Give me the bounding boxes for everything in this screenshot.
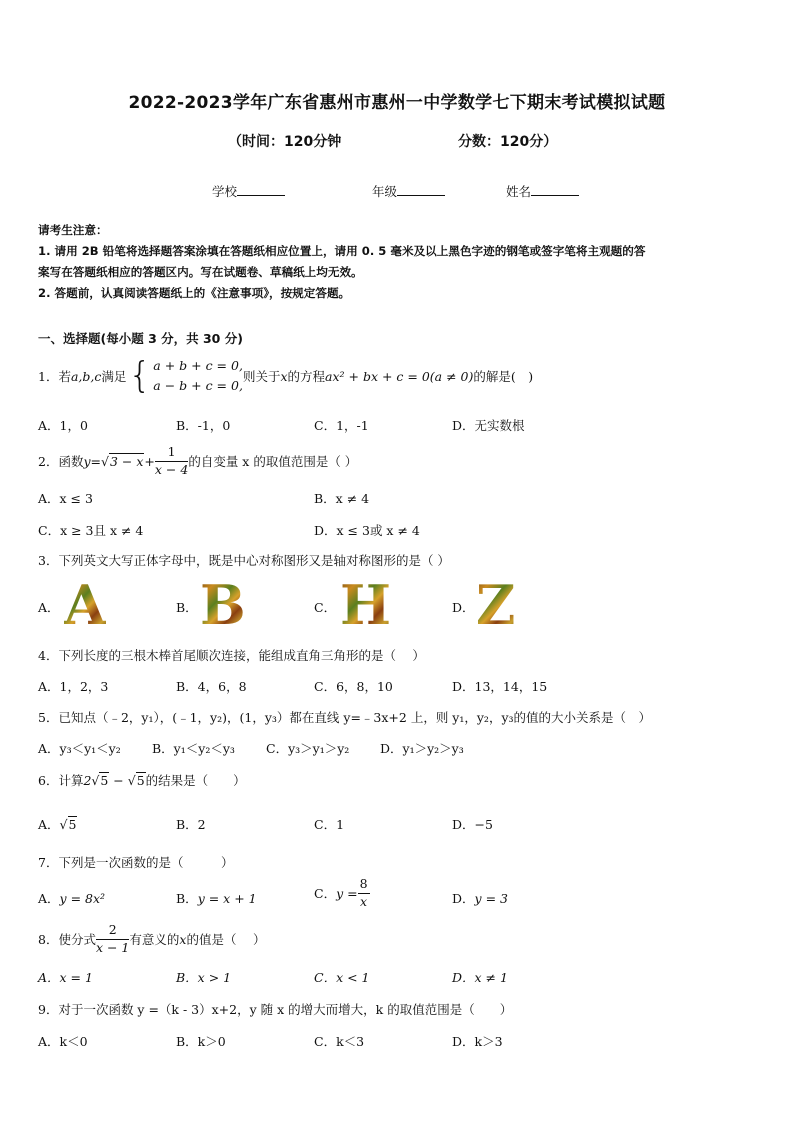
q8-prefix: 8．使分式	[38, 932, 96, 947]
q2-fraction	[155, 446, 188, 476]
q5-option-d: D．y₁＞y₂＞y₃	[380, 741, 464, 756]
q3-option-c-label: C．	[314, 600, 337, 615]
q1-text-1: 则关于	[242, 369, 281, 384]
q2-prefix: 2．函数	[38, 454, 84, 469]
q7-option-b-expr: y = x + 1	[197, 891, 257, 906]
q8-num: 2	[96, 924, 129, 940]
q3-letter-b-image: B	[200, 573, 246, 637]
name-field	[506, 182, 579, 200]
q8-option-b: B．x > 1	[176, 970, 232, 985]
q5-option-c: C．y₃＞y₁＞y₂	[266, 741, 350, 756]
q5-option-b: B．y₁＜y₂＜y₃	[152, 741, 235, 756]
q7-option-d-expr: y = 3	[474, 891, 508, 906]
q2-option-b: B．x ≠ 4	[314, 491, 370, 506]
q2-option-a: A．x ≤ 3	[38, 491, 93, 506]
q2-option-d: D．x ≤ 3或 x ≠ 4	[314, 523, 420, 538]
q8-x: x	[179, 931, 187, 947]
notice-heading: 请考生注意：	[38, 223, 108, 237]
notice-line-2: 2. 答题前，认真阅读答题纸上的《注意事项》，按规定答题。	[38, 286, 351, 300]
notice-line-1b: 案写在答题纸相应的答题区内。写在试题卷、草稿纸上均无效。	[38, 265, 363, 279]
q2-num: 1	[155, 446, 188, 462]
q7-option-d	[452, 889, 508, 907]
exam-time: （时间：120分钟	[228, 134, 342, 150]
q2-sqrt: 3 − x	[109, 453, 144, 469]
q7-option-c-num: 8	[358, 878, 370, 894]
q7-option-d-label: D．	[452, 891, 475, 906]
school-blank	[237, 183, 285, 196]
q1-brace: {	[128, 355, 152, 396]
q7-option-c-fraction	[358, 878, 370, 908]
q6-minus: −	[109, 773, 128, 788]
grade-label: 年级	[372, 184, 398, 199]
q7-option-a-expr: y = 8x²	[59, 891, 106, 906]
q3-letter-h-image: H	[340, 573, 392, 637]
question-1	[38, 356, 533, 396]
notice-block	[38, 220, 760, 304]
q9-option-c: C．k＜3	[314, 1034, 365, 1049]
q1-text-2: 的方程	[287, 369, 326, 384]
q6-option-b: B．2	[176, 817, 206, 832]
q8-den: x − 1	[95, 939, 130, 955]
q1-x: x	[280, 368, 288, 384]
q1-option-a: A．1，0	[38, 418, 88, 433]
q1-equation: ax² + bx + c = 0(a ≠ 0)	[325, 368, 474, 384]
q6-option-c: C．1	[314, 817, 345, 832]
q2-option-c: C．x ≥ 3且 x ≠ 4	[38, 523, 144, 538]
q1-option-d: D．无实数根	[452, 418, 525, 433]
section-heading: 一、选择题(每小题 3 分，共 30 分)	[38, 331, 243, 346]
q9-option-a: A．k＜0	[38, 1034, 88, 1049]
question-7: 7．下列是一次函数的是（ ）	[38, 855, 234, 870]
q8-text-1: 有意义的	[129, 932, 180, 947]
q6-coef: 2	[83, 773, 92, 788]
grade-blank	[397, 183, 445, 196]
q7-option-c-den: x	[360, 893, 368, 909]
question-5: 5．已知点（﹣2，y₁），(﹣1，y₂)，(1，y₃）都在直线 y=﹣3x+2 上，则 y₁，y₂，y₃的值的大小关系是（ ）	[38, 710, 652, 725]
q1-eq2: a − b + c = 0,	[153, 378, 243, 393]
q4-option-c: C．6，8，10	[314, 679, 393, 694]
q6-option-a-sqrt: 5	[68, 817, 77, 832]
q7-option-b-label: B．	[176, 891, 198, 906]
q7-option-c-label: C．	[314, 886, 337, 901]
school-label: 学校	[212, 184, 238, 199]
q2-equals: =	[90, 453, 101, 469]
q3-option-d-label: D．	[452, 600, 475, 615]
exam-score: 分数：120分）	[458, 134, 558, 150]
q1-vars: a,b,c	[70, 368, 102, 384]
q1-prefix: 1．若	[38, 369, 71, 384]
q1-text-3: 的解是( )	[473, 369, 534, 384]
q6-text: 的结果是（ ）	[145, 773, 246, 788]
q4-option-a: A．1，2，3	[38, 679, 109, 694]
question-3: 3．下列英文大写正体字母中，既是中心对称图形又是轴对称图形的是（ ）	[38, 553, 450, 568]
name-blank	[531, 183, 579, 196]
q8-option-d: D．x ≠ 1	[452, 970, 508, 985]
q4-option-d: D．13，14，15	[452, 679, 548, 694]
q3-letter-a-image: A	[64, 573, 106, 637]
q1-mid: 满足	[101, 369, 127, 384]
q6-option-a: A．√5	[38, 817, 77, 832]
q7-option-a-label: A．	[38, 891, 60, 906]
q7-option-c	[314, 878, 370, 908]
q6-sqrt-2: 5	[136, 773, 145, 788]
q9-option-d: D．k＞3	[452, 1034, 503, 1049]
school-field	[212, 182, 285, 200]
q8-option-a: A．x = 1	[38, 970, 93, 985]
q2-den: x − 4	[154, 461, 189, 477]
q6-option-a-label: A．	[38, 817, 60, 832]
q4-option-b: B．4，6，8	[176, 679, 247, 694]
q5-option-a: A．y₃＜y₁＜y₂	[38, 741, 121, 756]
q9-option-b: B．k＞0	[176, 1034, 226, 1049]
q1-eq1: a + b + c = 0,	[153, 358, 243, 373]
name-label: 姓名	[506, 184, 532, 199]
question-6: 6．计算2√5 − √5的结果是（ ）	[38, 773, 246, 788]
q3-option-a-label: A．	[38, 600, 60, 615]
q1-system	[153, 356, 243, 396]
notice-line-1a: 1. 请用 2B 铅笔将选择题答案涂填在答题纸相应位置上，请用 0. 5 毫米及以上黑色字迹的钢笔或签字笔将主观题的答	[38, 244, 646, 258]
q7-option-b	[176, 889, 257, 907]
q7-option-a	[38, 889, 105, 907]
question-9: 9．对于一次函数 y =（k - 3）x+2，y 随 x 的增大而增大，k 的取值范围是（ ）	[38, 1002, 513, 1017]
q2-y: y	[83, 453, 91, 469]
q3-option-b-label: B．	[176, 600, 198, 615]
q1-option-b: B．-1，0	[176, 418, 231, 433]
page-title: 2022-2023学年广东省惠州市惠州一中学数学七下期末考试模拟试题	[128, 93, 666, 113]
question-2: 2．函数 y = √3 − x + $\frac{1}{x - 4}$ 的自变量 x 的取值范围是（ ）	[38, 444, 358, 477]
q6-prefix: 6．计算	[38, 773, 84, 788]
q8-option-c: C．x < 1	[314, 970, 370, 985]
q8-text-2: 的值是（ ）	[186, 932, 266, 947]
q6-sqrt-1: 5	[100, 773, 109, 788]
question-4: 4．下列长度的三根木棒首尾顺次连接，能组成直角三角形的是（ ）	[38, 648, 425, 663]
grade-field	[372, 182, 445, 200]
q3-letter-z-image: Z	[476, 573, 516, 637]
q2-plus: +	[144, 453, 155, 469]
q6-option-d: D．−5	[452, 817, 493, 832]
q1-option-c: C．1，-1	[314, 418, 369, 433]
q7-option-c-lhs: y =	[336, 885, 358, 901]
q8-fraction	[96, 924, 129, 954]
question-8	[38, 919, 265, 959]
q2-text: 的自变量 x 的取值范围是（ ）	[188, 454, 358, 469]
